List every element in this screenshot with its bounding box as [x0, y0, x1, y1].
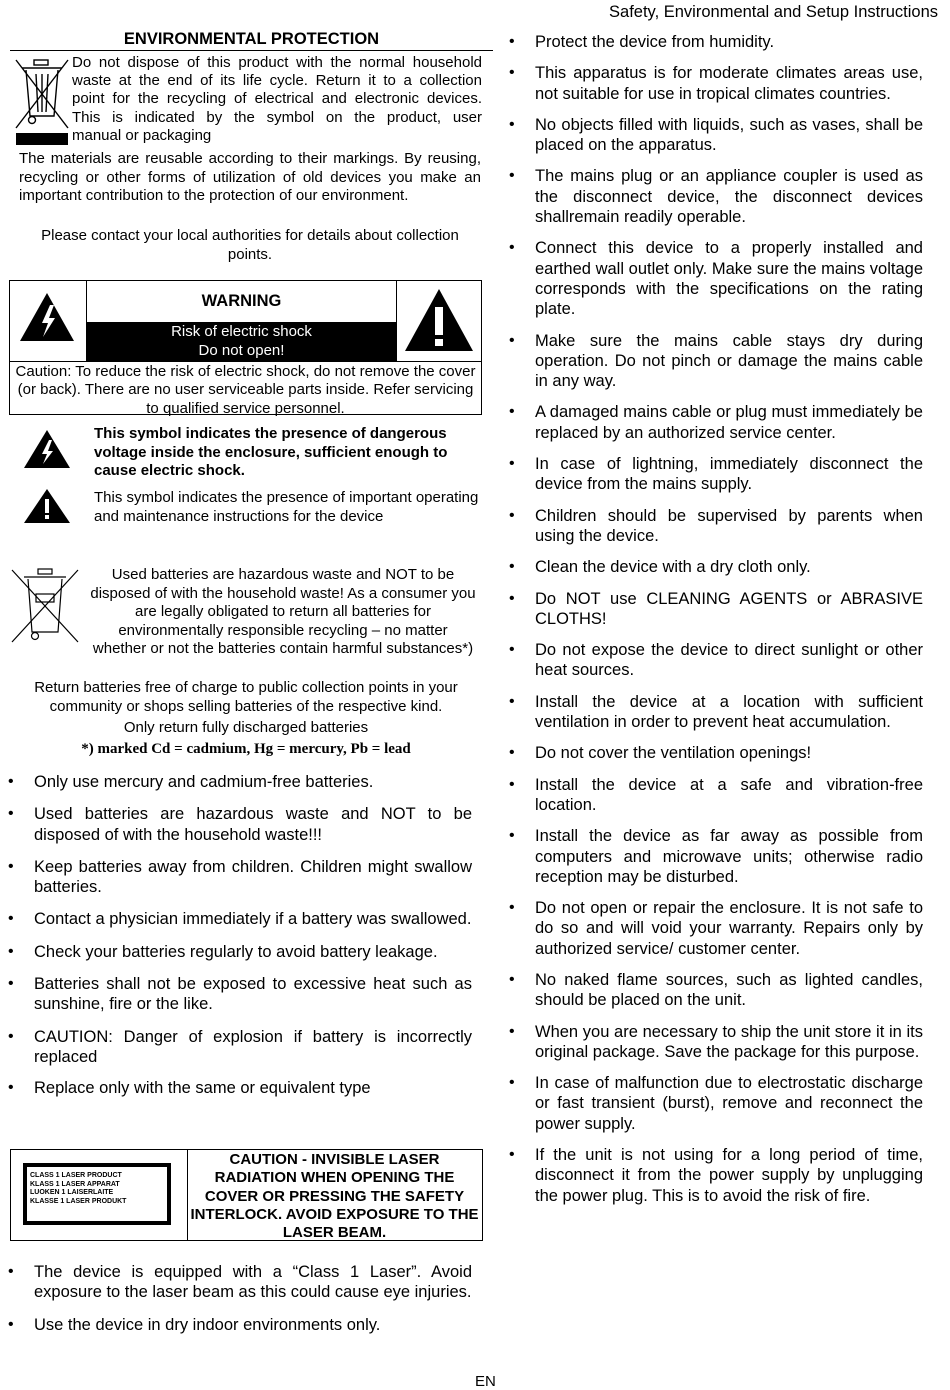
list-item: • No objects filled with liquids, such as vases, shall be placed on the apparatus. — [509, 115, 923, 156]
page-header-title: Safety, Environmental and Setup Instructions — [609, 3, 938, 21]
dangerous-voltage-icon — [22, 428, 72, 470]
environmental-section — [10, 30, 493, 51]
exclamation-warning-icon — [397, 281, 481, 361]
list-item: • The device is equipped with a “Class 1 Laser”. Avoid exposure to the laser beam as this could cause eye injuries. — [8, 1262, 472, 1303]
list-item: • Protect the device from humidity. — [509, 32, 923, 52]
list-item: • Only use mercury and cadmium-free batteries. — [8, 772, 472, 792]
list-item: • In case of malfunction due to electrostatic discharge or fast transient (burst), remove and reconnect the power supply. — [509, 1073, 923, 1134]
important-instructions-icon — [22, 487, 72, 525]
list-item: • Check your batteries regularly to avoid battery leakage. — [8, 942, 472, 962]
environmental-materials: The materials are reusable according to their markings. By reusing, recycling or other forms of utilization of old devices you make an important contribution to the protection of our environment. — [19, 150, 481, 204]
list-item: • This apparatus is for moderate climates areas use, not suitable for use in tropical climates countries. — [509, 63, 923, 104]
list-item: • Connect this device to a properly installed and earthed wall outlet only. Make sure the mains voltage corresponds with the specifications on the rating plate. — [509, 238, 923, 319]
dangerous-voltage-description: This symbol indicates the presence of dangerous voltage inside the enclosure, sufficient enough to cause electric shock. — [94, 425, 448, 479]
batteries-only-discharged: Only return fully discharged batteries — [123, 719, 369, 736]
safety-setup-list — [509, 32, 923, 1206]
list-item: • Replace only with the same or equivalent type — [8, 1078, 472, 1098]
warning-risk-banner — [86, 322, 397, 361]
list-item: • CAUTION: Danger of explosion if battery is incorrectly replaced — [8, 1027, 472, 1068]
warning-title: WARNING — [201, 292, 282, 310]
batteries-hazardous-text: Used batteries are hazardous waste and NOT to be disposed of with the household waste! As a consumer you are legally obligated to return all batteries for environmentally responsible recycling – no matter whether or not the batteries contain harmful substances*) — [90, 566, 476, 657]
laser-label-line-4: KLASSE 1 LASER PRODUKT — [30, 1197, 127, 1205]
list-item: • Used batteries are hazardous waste and NOT to be disposed of with the household waste!!! — [8, 804, 472, 845]
environmental-contact: Please contact your local authorities for details about collection points. — [41, 227, 459, 263]
list-item: • Clean the device with a dry cloth only. — [509, 557, 923, 577]
list-item: • Do not expose the device to direct sunlight or other heat sources. — [509, 640, 923, 681]
laser-label-line-3: LUOKEN 1 LAISERLAITE — [30, 1189, 114, 1197]
list-item: • Batteries shall not be exposed to excessive heat such as sunshine, fire or the like. — [8, 974, 472, 1015]
list-item: • If the unit is not using for a long period of time, disconnect it from the power supply by unplugging the power plug. This is to avoid the risk of fire. — [509, 1145, 923, 1206]
warning-caution-text: Caution: To reduce the risk of electric shock, do not remove the cover (or back). There are no user serviceable parts inside. Refer servicing to qualified service personnel. — [10, 361, 481, 418]
list-item: • When you are necessary to ship the unit store it in its original package. Save the package for this purpose. — [509, 1022, 923, 1063]
list-item: • Make sure the mains cable stays dry during operation. Do not pinch or damage the mains cable in any way. — [509, 331, 923, 392]
list-item: • In case of lightning, immediately disconnect the device from the mains supply. — [509, 454, 923, 495]
list-item: • Install the device at a location with sufficient ventilation in order to prevent heat accumulation. — [509, 692, 923, 733]
list-item: • Keep batteries away from children. Children might swallow batteries. — [8, 857, 472, 898]
electric-shock-warning-icon — [10, 281, 86, 361]
environmental-line-1: Do not dispose of this product with the normal household — [72, 54, 482, 71]
laser-warning-box — [10, 1149, 483, 1241]
batteries-return-text: Return batteries free of charge to public collection points in your community or shops selling batteries of the respective kind. — [34, 679, 458, 715]
environmental-line-5: manual or packaging — [72, 127, 212, 144]
page-footer-language: EN — [475, 1373, 496, 1390]
list-item: • Install the device at a safe and vibration-free location. — [509, 775, 923, 816]
crossed-bin-icon — [12, 56, 72, 148]
environmental-line-3: point for the recycling of electrical and electronic devices. — [72, 90, 482, 107]
laser-label-line-2: KLASS 1 LASER APPARAT — [30, 1180, 120, 1188]
warning-risk-line-1: Risk of electric shock — [171, 323, 312, 340]
batteries-marked-note: *) marked Cd = cadmium, Hg = mercury, Pb = lead — [81, 741, 411, 757]
list-item: • Install the device as far away as possible from computers and microwave units; otherwise radio reception may be disturbed. — [509, 826, 923, 887]
list-item: • Do not open or repair the enclosure. It is not safe to do so and will void your warranty. Repairs only by authorized service/ customer center. — [509, 898, 923, 959]
battery-safety-list — [8, 772, 472, 1099]
list-item: • Use the device in dry indoor environments only. — [8, 1315, 472, 1335]
list-item: • Do NOT use CLEANING AGENTS or ABRASIVE CLOTHS! — [509, 589, 923, 630]
class-1-laser-label — [23, 1163, 171, 1225]
environmental-line-2: waste at the end of its life cycle. Return it to a collection — [72, 72, 482, 89]
environmental-line-4: This is indicated by the symbol on the product, user — [72, 109, 482, 126]
important-instructions-description: This symbol indicates the presence of important operating and maintenance instructions for the device — [94, 489, 479, 525]
battery-crossed-bin-icon — [8, 566, 82, 646]
list-item: • Children should be supervised by parents when using the device. — [509, 506, 923, 547]
environmental-heading: ENVIRONMENTAL PROTECTION — [10, 30, 493, 51]
laser-usage-list — [8, 1262, 472, 1335]
list-item: • Contact a physician immediately if a battery was swallowed. — [8, 909, 472, 929]
list-item: • Do not cover the ventilation openings! — [509, 743, 923, 763]
laser-caution-text: CAUTION - INVISIBLE LASER RADIATION WHEN OPENING THE COVER OR PRESSING THE SAFETY INTERLOCK. AVOID EXPOSURE TO THE LASER BEAM. — [190, 1151, 479, 1242]
warning-box — [9, 280, 482, 415]
list-item: • No naked flame sources, such as lighted candles, should be placed on the unit. — [509, 970, 923, 1011]
laser-label-line-1: CLASS 1 LASER PRODUCT — [30, 1172, 122, 1179]
list-item: • A damaged mains cable or plug must immediately be replaced by an authorized service center. — [509, 402, 923, 443]
list-item: • The mains plug or an appliance coupler is used as the disconnect device, the disconnect devices shallremain readily operable. — [509, 166, 923, 227]
warning-risk-line-2: Do not open! — [198, 342, 285, 359]
